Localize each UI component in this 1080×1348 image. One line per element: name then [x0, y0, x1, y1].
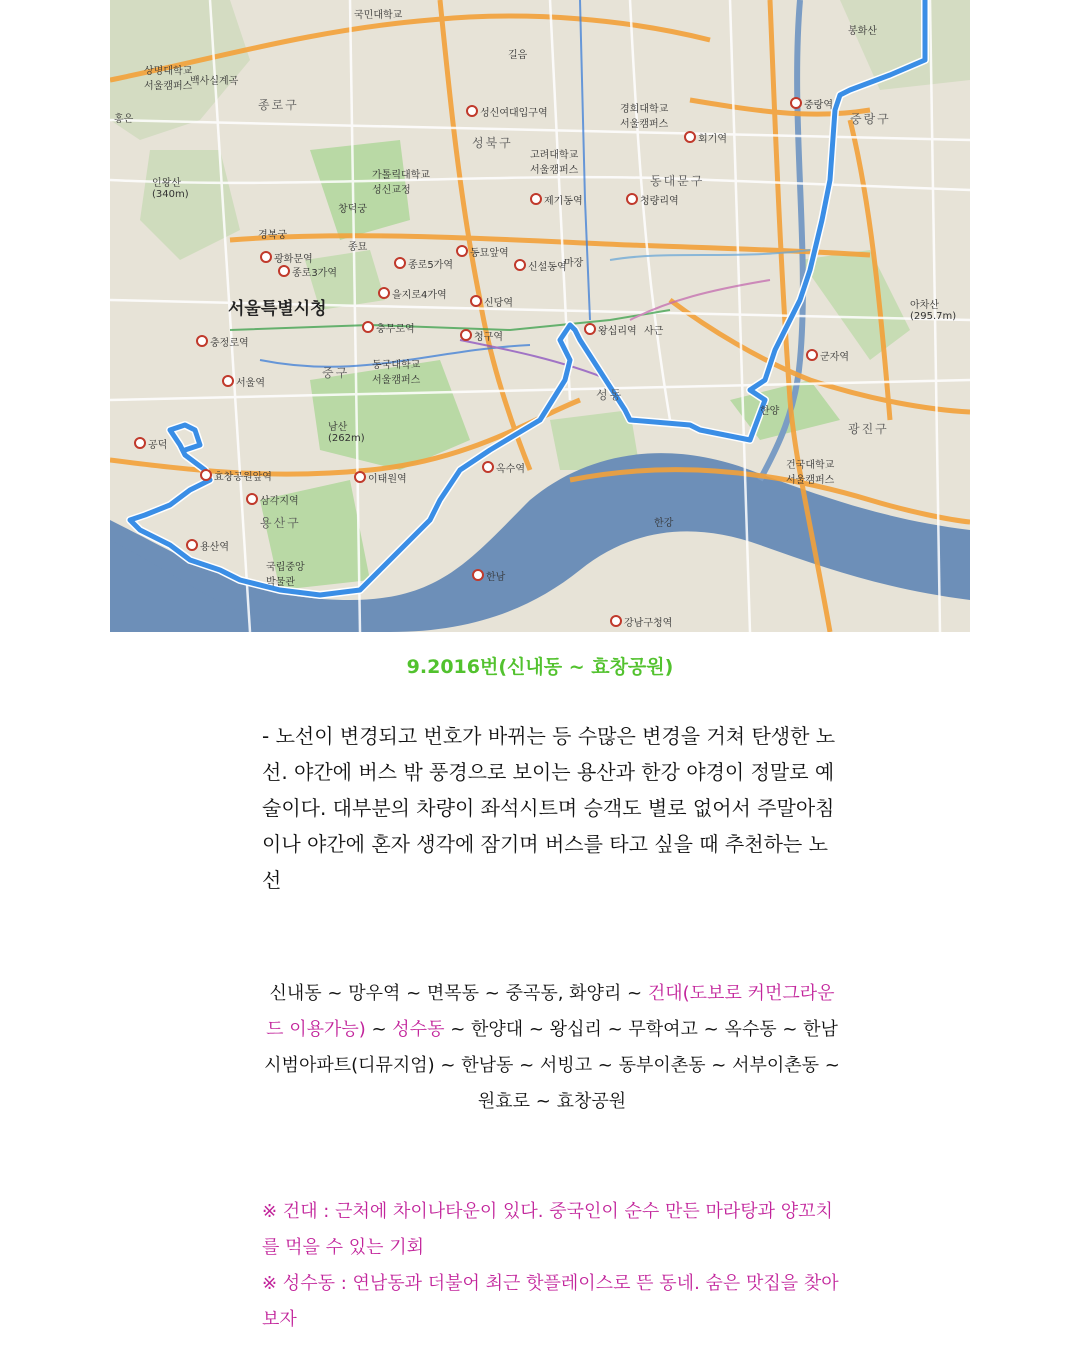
station-cheonggu[interactable]: 청구역 [460, 328, 503, 343]
route-description: - 노선이 변경되고 번호가 바뀌는 등 수많은 변경을 거쳐 탄생한 노선. 야간에 버스 밖 풍경으로 보이는 용산과 한강 야경이 정말로 예술이다. 대부분의 차량이 좌석시트며 승객도 별로 없어서 주말아침이나 야간에 혼자 생각에 잠기며 버스를 타고 싶을 때 추천하는 노선 [262, 724, 836, 892]
station-jongno3[interactable]: 종로3가역 [278, 264, 337, 279]
district-yongsan: 용산구 [260, 516, 301, 530]
konkuk-label: 건국대학교 서울캠퍼스 [786, 460, 835, 486]
dongguk-label: 동국대학교 서울캠퍼스 [372, 360, 421, 386]
korea-univ-label: 고려대학교 서울캠퍼스 [530, 150, 579, 176]
station-jungnang[interactable]: 중랑역 [790, 96, 833, 111]
hanyang-label: 한양 [760, 406, 780, 417]
station-samgakji[interactable]: 삼각지역 [246, 492, 299, 507]
station-sindang[interactable]: 신당역 [470, 294, 513, 309]
district-seongbuk: 성북구 [472, 136, 513, 150]
route-highlight-konkuk: 건대(도보로 커먼그라운드 이용가능) [266, 983, 835, 1040]
station-itaewon[interactable]: 이태원역 [354, 470, 407, 485]
changdeokgung-label: 창덕궁 [338, 204, 367, 215]
district-jung: 중구 [322, 366, 350, 380]
museum-label: 국립중앙 박물관 [266, 562, 305, 588]
station-gwanghwamun[interactable]: 광화문역 [260, 250, 313, 265]
station-jegi[interactable]: 제기동역 [530, 192, 583, 207]
baeksa-label: 백사실계곡 [190, 76, 239, 87]
note-konkuk: ※ 건대 : 근처에 차이나타운이 있다. 중국인이 순수 만든 마라탕과 양꼬치를 먹을 수 있는 기회 [262, 1201, 833, 1258]
gireum-label: 길음 [508, 50, 528, 61]
hongeun-label: 홍은 [114, 114, 134, 125]
district-gwangjin: 광진구 [848, 422, 889, 436]
route-stops-part1: 신내동 ~ 망우역 ~ 면목동 ~ 중곡동, 화양리 ~ [269, 983, 648, 1004]
note-seongsu: ※ 성수동 : 연남동과 더불어 최근 핫플레이스로 뜬 동네. 숨은 맛집을 찾아보자 [262, 1273, 839, 1330]
catholic-label: 가톨릭대학교 성신교정 [372, 170, 430, 196]
station-seoul[interactable]: 서울역 [222, 374, 265, 389]
district-seongdong: 성동 [596, 388, 624, 402]
sageun-label: 사근 [644, 326, 664, 337]
route-stops [262, 976, 842, 1120]
sangmyung-label: 상명대학교 서울캠퍼스 [144, 66, 193, 92]
route-stops-part2: ~ [365, 1019, 393, 1040]
station-euljiro4[interactable]: 을지로4가역 [378, 286, 447, 301]
district-dongdaemun: 동대문구 [650, 174, 705, 188]
station-yongsan[interactable]: 용산역 [186, 538, 229, 553]
route-stops-part3: ~ 한양대 ~ 왕십리 ~ 무학여고 ~ 옥수동 ~ 한남시범아파트(디뮤지엄) ~ 한남동 ~ 서빙고 ~ 동부이촌동 ~ 서부이촌동 ~ 원효로 ~ 효창공원 [264, 1019, 840, 1112]
namsan-label: 남산 (262m) [328, 422, 365, 444]
district-jongno: 종로구 [258, 98, 299, 112]
station-chungmuro[interactable]: 충무로역 [362, 320, 415, 335]
station-hannam[interactable]: 한남 [472, 568, 505, 583]
station-gunja[interactable]: 군자역 [806, 348, 849, 363]
masan-label: 마장 [564, 258, 584, 269]
station-cheongnyangni[interactable]: 청량리역 [626, 192, 679, 207]
inwangsan-label: 인왕산 (340m) [152, 178, 189, 200]
station-dongmyo[interactable]: 동묘앞역 [456, 244, 509, 259]
route-map[interactable] [110, 0, 970, 632]
station-chungjeongno[interactable]: 충정로역 [196, 334, 249, 349]
jongmyo-label: 종묘 [348, 242, 368, 253]
station-hyochang[interactable]: 효창공원앞역 [200, 468, 272, 483]
district-jungnang: 중랑구 [850, 112, 891, 126]
achasan-label: 아차산 (295.7m) [910, 300, 957, 322]
hangang-label: 한강 [654, 518, 674, 529]
bonghwasan-label: 봉화산 [848, 26, 877, 37]
station-sungshin[interactable]: 성신여대입구역 [466, 104, 548, 119]
station-oksu[interactable]: 옥수역 [482, 460, 525, 475]
station-hoegi[interactable]: 회기역 [684, 130, 727, 145]
gyeongbokgung-label: 경복궁 [258, 230, 287, 241]
kyunghee-label: 경희대학교 서울캠퍼스 [620, 104, 669, 130]
station-gangnamgu[interactable]: 강남구청역 [610, 614, 672, 629]
station-jongno5[interactable]: 종로5가역 [394, 256, 453, 271]
station-wangsimni[interactable]: 왕십리역 [584, 322, 637, 337]
city-hall-label: 서울특별시청 [228, 299, 327, 319]
route-highlight-seongsu: 성수동 [392, 1019, 445, 1040]
station-sinseol[interactable]: 신설동역 [514, 258, 567, 273]
route-caption: 9.2016번(신내동 ~ 효창공원) [406, 656, 674, 678]
gukmin-label: 국민대학교 [354, 10, 403, 21]
station-gongdeok[interactable]: 공덕 [134, 436, 167, 451]
